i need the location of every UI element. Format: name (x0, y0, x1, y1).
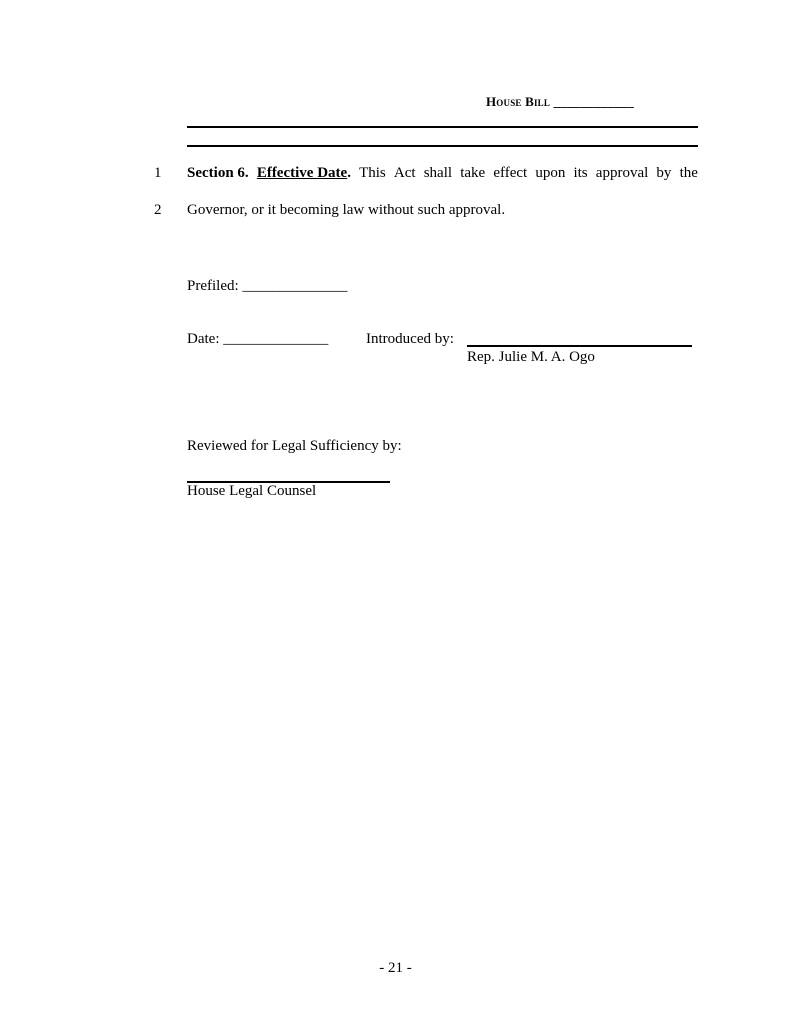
header-rule-bottom (187, 145, 698, 147)
section-heading-wrap (257, 165, 351, 182)
section-line-2: Governor, or it becoming law without such approval. (187, 202, 506, 218)
section-word: by (656, 165, 672, 181)
prefiled-row (187, 278, 347, 295)
section-word: take (460, 165, 486, 181)
page-number: - 21 - (379, 960, 412, 976)
line-number-2: 2 (154, 202, 162, 218)
line-number-1: 1 (154, 165, 162, 181)
date-blank: ______________ (223, 331, 329, 347)
section-heading: Effective Date (256, 165, 348, 181)
bill-header-title: House Bill (486, 94, 551, 109)
section-word: its (573, 165, 588, 181)
introducer-signature-line (467, 345, 692, 347)
section-word: effect (493, 165, 528, 181)
bill-header (486, 94, 634, 110)
review-label: Reviewed for Legal Sufficiency by: (187, 438, 402, 454)
prefiled-label: Prefiled: (187, 278, 239, 294)
section-label: Section 6. (187, 165, 249, 181)
prefiled-blank: ______________ (242, 278, 348, 294)
date-row (187, 331, 328, 348)
introducer-name: Rep. Julie M. A. Ogo (467, 349, 595, 365)
section-word: shall (423, 165, 453, 181)
bill-number-blank: ____________ (553, 94, 634, 109)
section-word: upon (535, 165, 566, 181)
introduced-label: Introduced by: (366, 331, 454, 347)
section-heading-period: . (347, 165, 351, 181)
header-rule-top (187, 126, 698, 128)
date-label: Date: (187, 331, 220, 347)
section-word: Act (393, 165, 416, 181)
legal-counsel-name: House Legal Counsel (187, 483, 317, 499)
section-word: This (359, 165, 386, 181)
section-line-1 (187, 165, 698, 182)
section-word: approval (595, 165, 649, 181)
section-word: the (679, 165, 698, 181)
